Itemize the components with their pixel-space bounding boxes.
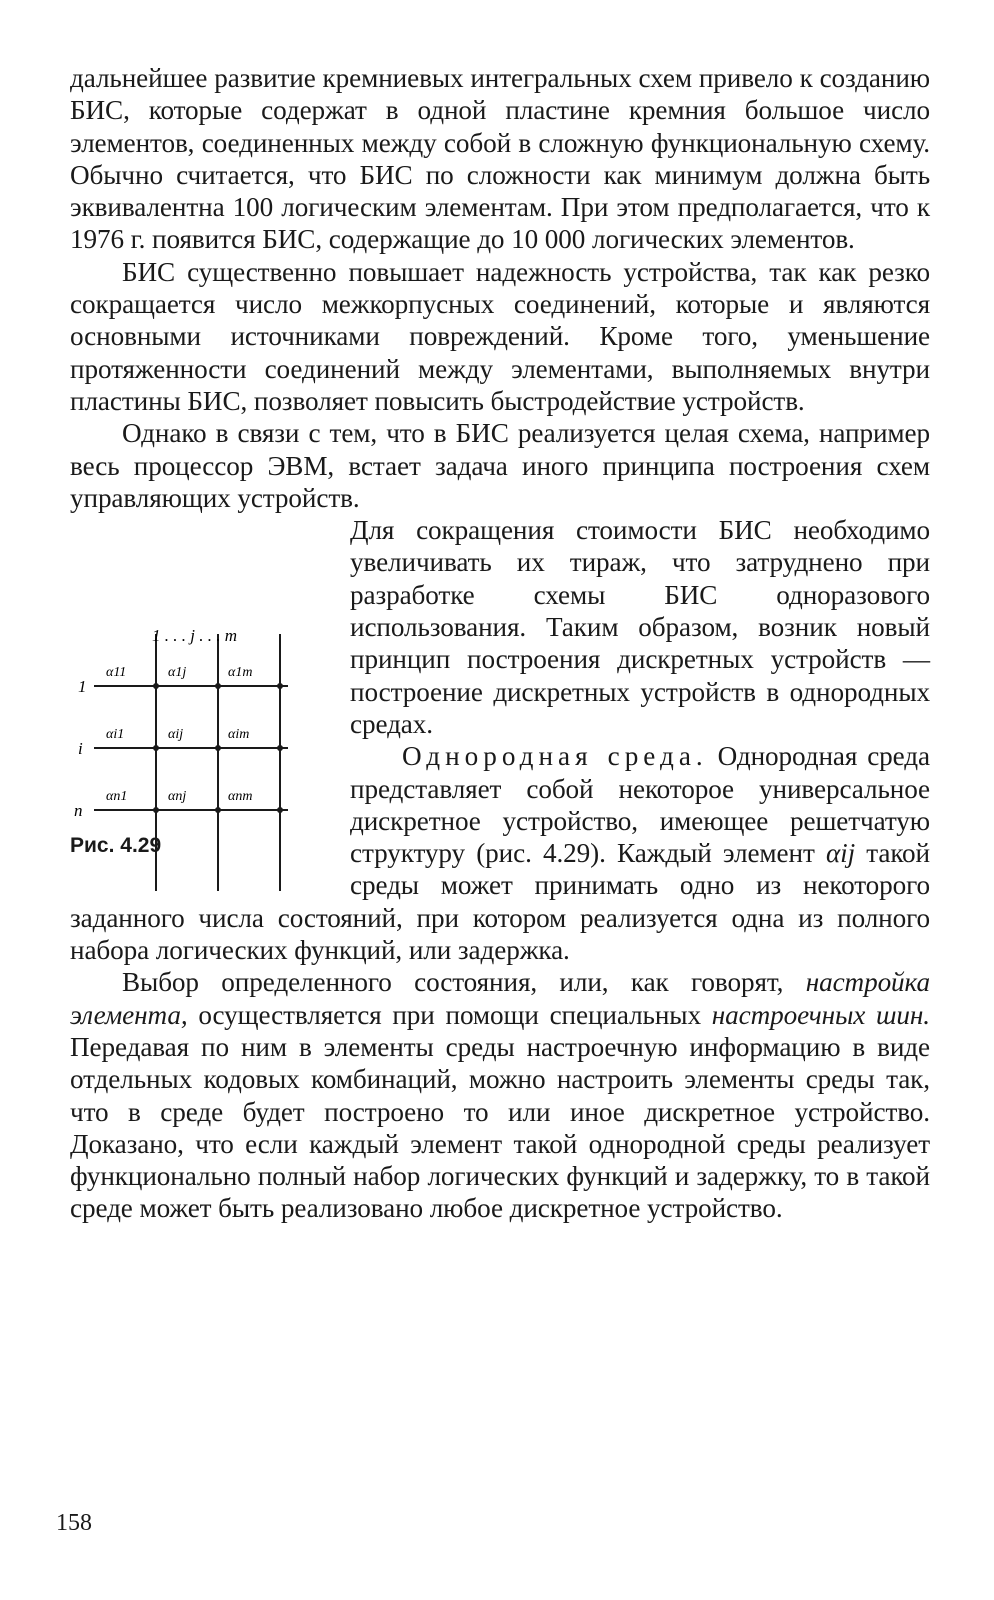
page-body (70, 62, 930, 1225)
paragraph-6 (70, 966, 930, 1224)
page-number: 158 (56, 1510, 92, 1536)
alpha-symbol: αij (825, 838, 856, 869)
paragraph-2: БИС существенно повышает надежность устройства, так как резко сокращается число межкорпусных соединений, которые и являются основными источниками повреждений. Кроме того, уменьшение протяженности соединений между элементами, выполняемых внутри пластины БИС, позволяет повысить быстродействие устройств. (70, 256, 930, 416)
paragraph-6-b: осуществляется при помощи специальных (187, 999, 712, 1030)
paragraph-1: дальнейшее развитие кремниевых интегральных схем привело к созданию БИС, которые содержат в одной пластине кремния большое число элементов, соединенных между собой в сложную функциональную схему. Обычно считается, что БИС по сложности как минимум должна быть эквивалентна 100 логическим элементам. При этом предполагается, что к 1976 г. появится БИС, содержащие до 10 000 логических элементов. (70, 63, 930, 255)
cell-label: α1m (228, 665, 253, 681)
paragraph-6-a: Выбор определенного состояния, или, как говорят, (122, 967, 806, 998)
cell-label: α1j (168, 665, 187, 681)
term-element-tuning: настройка элемента, (70, 967, 930, 1030)
cell-label: αi1 (106, 727, 125, 743)
cell-label: α11 (106, 665, 127, 681)
cell-label: αij (168, 727, 184, 743)
paragraph-4: Для сокращения стоимости БИС необходимо увеличивать их тираж, что затруднено при разработке схемы БИС одноразового использования. Таким образом, возник новый принцип построения дискретных устройств — построение дискретных устройств в однородных средах. (350, 515, 930, 739)
section-heading: Однородная среда. (402, 741, 708, 772)
paragraph-3: Однако в связи с тем, что в БИС реализуется целая схема, например весь процессор ЭВМ, встает задача иного принципа построения схем управляющих устройств. (70, 418, 930, 513)
cell-label: αnj (168, 789, 187, 805)
row-label-n: n (74, 801, 83, 821)
figure-caption: Рис. 4.29 (70, 834, 162, 858)
figure-4-29 (70, 516, 346, 891)
paragraph-6-c: Передавая по ним в элементы среды настроечную информацию в виде отдельных кодовых комбинаций, можно настроить элементы среды так, что в среде будет построено то или иное дискретное устройство. Доказано, что если каждый элемент такой однородной среды реализует функционально полный набор логических функций и задержку, то в такой среде может быть реализовано любое дискретное устройство. (70, 1031, 930, 1224)
paragraph-5-tail: такой среды может принимать одно из некоторого заданного числа состояний, при котором реализуется одна из полного набора логических функций, или задержка. (70, 838, 930, 966)
row-label-i: i (78, 739, 83, 759)
row-label-1: 1 (78, 677, 87, 697)
term-tuning-buses: настроечных шин. (711, 999, 931, 1030)
cell-label: αim (228, 727, 250, 743)
paragraph-5-text: Однородная среда представляет собой некоторое универсальное дискретное устройство, имеющее решетчатую структуру (рис. 4.29). Каждый элемент (350, 741, 930, 869)
cell-label: αn1 (106, 789, 128, 805)
column-header: 1 . . . j . . . m (152, 626, 237, 646)
cell-label: αnm (228, 789, 253, 805)
